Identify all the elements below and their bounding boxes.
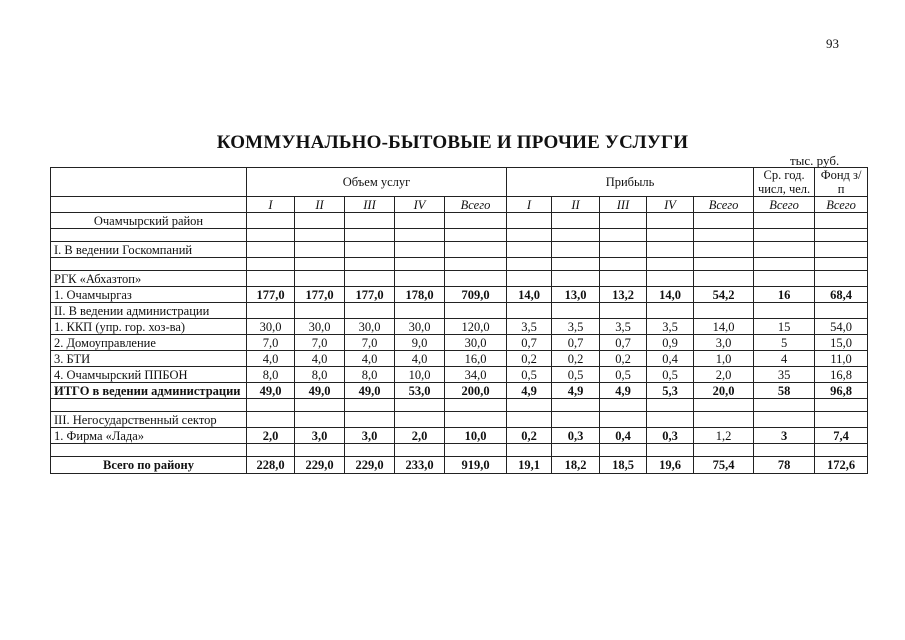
services-table	[50, 167, 868, 474]
table-row	[51, 319, 868, 335]
document-title: КОММУНАЛЬНО-БЫТОВЫЕ И ПРОЧИЕ УСЛУГИ	[216, 132, 689, 153]
value-cell: 19,1	[507, 457, 552, 474]
header-volume: Объем услуг	[247, 168, 507, 197]
value-cell: 709,0	[445, 287, 507, 303]
value-cell: 49,0	[345, 383, 395, 399]
table-row	[51, 258, 868, 271]
value-cell	[647, 242, 694, 258]
value-cell: 0,2	[600, 351, 647, 367]
value-cell: 4,0	[295, 351, 345, 367]
value-cell: 8,0	[295, 367, 345, 383]
value-cell: 4,9	[507, 383, 552, 399]
value-cell: 49,0	[247, 383, 295, 399]
value-cell: 35	[754, 367, 815, 383]
value-cell: 0,3	[552, 428, 600, 444]
row-label: III. Негосударственный сектор	[51, 412, 247, 428]
row-label: II. В ведении администрации	[51, 303, 247, 319]
value-cell	[345, 399, 395, 412]
header-wage-fund: Фонд з/п	[815, 168, 868, 197]
value-cell: 49,0	[295, 383, 345, 399]
value-cell	[647, 213, 694, 229]
value-cell: 58	[754, 383, 815, 399]
value-cell: 8,0	[247, 367, 295, 383]
value-cell: 3,0	[345, 428, 395, 444]
value-cell: 3,5	[600, 319, 647, 335]
value-cell: 78	[754, 457, 815, 474]
value-cell	[552, 271, 600, 287]
value-cell	[552, 213, 600, 229]
value-cell	[694, 399, 754, 412]
value-cell: 200,0	[445, 383, 507, 399]
value-cell: 233,0	[395, 457, 445, 474]
value-cell: 0,3	[647, 428, 694, 444]
subheader-cell: Всего	[815, 197, 868, 213]
subheader-cell: II	[552, 197, 600, 213]
value-cell: 3,5	[552, 319, 600, 335]
value-cell: 4,0	[247, 351, 295, 367]
value-cell: 7,0	[295, 335, 345, 351]
value-cell: 0,4	[600, 428, 647, 444]
value-cell	[815, 399, 868, 412]
value-cell: 4,9	[552, 383, 600, 399]
value-cell	[507, 242, 552, 258]
value-cell	[395, 412, 445, 428]
value-cell: 18,2	[552, 457, 600, 474]
value-cell	[295, 242, 345, 258]
value-cell: 0,7	[600, 335, 647, 351]
value-cell	[295, 258, 345, 271]
table-row	[51, 242, 868, 258]
value-cell: 68,4	[815, 287, 868, 303]
value-cell: 0,7	[552, 335, 600, 351]
value-cell	[600, 271, 647, 287]
value-cell: 30,0	[345, 319, 395, 335]
value-cell: 3	[754, 428, 815, 444]
value-cell: 30,0	[295, 319, 345, 335]
row-label: 1. Очамчыргаз	[51, 287, 247, 303]
row-label: I. В ведении Госкомпаний	[51, 242, 247, 258]
value-cell: 10,0	[445, 428, 507, 444]
value-cell: 16	[754, 287, 815, 303]
value-cell	[507, 399, 552, 412]
value-cell	[552, 303, 600, 319]
value-cell: 19,6	[647, 457, 694, 474]
value-cell: 172,6	[815, 457, 868, 474]
value-cell: 0,5	[507, 367, 552, 383]
value-cell: 18,5	[600, 457, 647, 474]
value-cell: 2,0	[247, 428, 295, 444]
value-cell	[815, 271, 868, 287]
value-cell: 0,2	[552, 351, 600, 367]
value-cell	[395, 444, 445, 457]
value-cell: 228,0	[247, 457, 295, 474]
value-cell: 4	[754, 351, 815, 367]
unit-label: тыс. руб.	[790, 153, 840, 168]
value-cell: 2,0	[395, 428, 445, 444]
value-cell	[647, 444, 694, 457]
value-cell	[345, 412, 395, 428]
value-cell	[600, 444, 647, 457]
value-cell	[507, 229, 552, 242]
value-cell	[647, 229, 694, 242]
value-cell	[247, 242, 295, 258]
subheader-cell: IV	[647, 197, 694, 213]
value-cell	[507, 412, 552, 428]
value-cell: 229,0	[295, 457, 345, 474]
value-cell	[395, 229, 445, 242]
value-cell: 3,0	[694, 335, 754, 351]
value-cell	[247, 444, 295, 457]
value-cell: 53,0	[395, 383, 445, 399]
value-cell: 0,2	[507, 351, 552, 367]
table-row	[51, 367, 868, 383]
value-cell	[247, 303, 295, 319]
value-cell	[247, 258, 295, 271]
value-cell	[754, 258, 815, 271]
value-cell	[395, 303, 445, 319]
value-cell: 0,7	[507, 335, 552, 351]
value-cell	[694, 412, 754, 428]
value-cell	[754, 399, 815, 412]
row-label: 2. Домоуправление	[51, 335, 247, 351]
table-row	[51, 287, 868, 303]
subheader-cell: III	[345, 197, 395, 213]
value-cell	[295, 399, 345, 412]
subheader-cell: Всего	[754, 197, 815, 213]
value-cell	[295, 271, 345, 287]
value-cell	[647, 303, 694, 319]
value-cell: 7,0	[345, 335, 395, 351]
row-label: 4. Очамчырский ППБОН	[51, 367, 247, 383]
value-cell: 13,2	[600, 287, 647, 303]
subheader-empty-cell	[51, 197, 247, 213]
row-label: ИТГО в ведении администрации	[51, 383, 247, 399]
value-cell: 7,0	[247, 335, 295, 351]
value-cell	[507, 303, 552, 319]
value-cell	[815, 213, 868, 229]
value-cell	[754, 229, 815, 242]
page-number: 93	[826, 36, 839, 51]
value-cell: 9,0	[395, 335, 445, 351]
value-cell	[694, 271, 754, 287]
row-label: 1. ККП (упр. гор. хоз-ва)	[51, 319, 247, 335]
value-cell: 178,0	[395, 287, 445, 303]
value-cell: 8,0	[345, 367, 395, 383]
header-empty-cell	[51, 168, 247, 197]
row-label	[51, 229, 247, 242]
value-cell	[647, 399, 694, 412]
value-cell: 120,0	[445, 319, 507, 335]
row-label	[51, 399, 247, 412]
row-label: РГК «Абхазтоп»	[51, 271, 247, 287]
table-row	[51, 383, 868, 399]
value-cell: 16,8	[815, 367, 868, 383]
value-cell	[754, 242, 815, 258]
value-cell: 0,5	[647, 367, 694, 383]
value-cell	[345, 242, 395, 258]
table-row	[51, 444, 868, 457]
value-cell	[395, 399, 445, 412]
row-label: 3. БТИ	[51, 351, 247, 367]
value-cell	[647, 412, 694, 428]
value-cell: 177,0	[295, 287, 345, 303]
value-cell	[395, 213, 445, 229]
value-cell: 96,8	[815, 383, 868, 399]
value-cell	[395, 242, 445, 258]
value-cell	[600, 213, 647, 229]
value-cell: 0,2	[507, 428, 552, 444]
value-cell: 2,0	[694, 367, 754, 383]
value-cell: 4,0	[345, 351, 395, 367]
table-row	[51, 229, 868, 242]
table-row	[51, 457, 868, 474]
row-label	[51, 444, 247, 457]
value-cell: 177,0	[345, 287, 395, 303]
value-cell	[445, 444, 507, 457]
value-cell	[815, 258, 868, 271]
value-cell	[754, 271, 815, 287]
value-cell: 919,0	[445, 457, 507, 474]
value-cell	[600, 399, 647, 412]
value-cell	[445, 412, 507, 428]
value-cell	[295, 213, 345, 229]
value-cell	[507, 258, 552, 271]
value-cell: 14,0	[694, 319, 754, 335]
value-cell: 20,0	[694, 383, 754, 399]
value-cell: 75,4	[694, 457, 754, 474]
value-cell: 30,0	[395, 319, 445, 335]
value-cell	[247, 412, 295, 428]
value-cell: 30,0	[445, 335, 507, 351]
value-cell	[600, 242, 647, 258]
header-avg-staff: Ср. год. числ, чел.	[754, 168, 815, 197]
value-cell: 3,0	[295, 428, 345, 444]
subheader-cell: IV	[395, 197, 445, 213]
value-cell	[754, 303, 815, 319]
value-cell	[647, 258, 694, 271]
value-cell	[247, 229, 295, 242]
value-cell: 0,5	[600, 367, 647, 383]
value-cell: 54,2	[694, 287, 754, 303]
value-cell: 15,0	[815, 335, 868, 351]
value-cell	[295, 303, 345, 319]
value-cell: 7,4	[815, 428, 868, 444]
subheader-cell: I	[507, 197, 552, 213]
value-cell	[295, 444, 345, 457]
value-cell: 229,0	[345, 457, 395, 474]
table-subheader-row	[51, 197, 868, 213]
value-cell	[247, 399, 295, 412]
value-cell	[694, 229, 754, 242]
value-cell	[445, 271, 507, 287]
value-cell: 4,0	[395, 351, 445, 367]
value-cell: 1,0	[694, 351, 754, 367]
table-row	[51, 303, 868, 319]
value-cell	[295, 412, 345, 428]
row-label: 1. Фирма «Лада»	[51, 428, 247, 444]
value-cell: 54,0	[815, 319, 868, 335]
row-label: Очамчырский район	[51, 213, 247, 229]
value-cell	[552, 412, 600, 428]
value-cell	[395, 258, 445, 271]
value-cell	[247, 213, 295, 229]
row-label: Всего по району	[51, 457, 247, 474]
value-cell	[647, 271, 694, 287]
value-cell	[507, 271, 552, 287]
value-cell	[754, 412, 815, 428]
value-cell	[445, 229, 507, 242]
value-cell	[694, 303, 754, 319]
value-cell: 0,5	[552, 367, 600, 383]
value-cell	[815, 303, 868, 319]
value-cell	[345, 303, 395, 319]
value-cell	[600, 229, 647, 242]
value-cell	[815, 229, 868, 242]
value-cell	[754, 213, 815, 229]
value-cell	[345, 271, 395, 287]
value-cell	[815, 242, 868, 258]
value-cell	[552, 444, 600, 457]
value-cell: 3,5	[647, 319, 694, 335]
value-cell	[507, 444, 552, 457]
subheader-cell: Всего	[445, 197, 507, 213]
value-cell	[345, 444, 395, 457]
value-cell	[552, 399, 600, 412]
value-cell	[815, 412, 868, 428]
value-cell: 177,0	[247, 287, 295, 303]
table-row	[51, 351, 868, 367]
value-cell	[694, 258, 754, 271]
table-row	[51, 271, 868, 287]
value-cell: 0,9	[647, 335, 694, 351]
value-cell: 13,0	[552, 287, 600, 303]
value-cell	[295, 229, 345, 242]
value-cell: 14,0	[507, 287, 552, 303]
value-cell	[507, 213, 552, 229]
value-cell: 14,0	[647, 287, 694, 303]
value-cell	[345, 258, 395, 271]
value-cell	[345, 229, 395, 242]
value-cell: 30,0	[247, 319, 295, 335]
value-cell	[754, 444, 815, 457]
value-cell	[694, 213, 754, 229]
value-cell: 16,0	[445, 351, 507, 367]
header-profit: Прибыль	[507, 168, 754, 197]
table-row	[51, 399, 868, 412]
table-group-header-row	[51, 168, 868, 197]
value-cell	[445, 213, 507, 229]
value-cell	[445, 258, 507, 271]
value-cell	[600, 258, 647, 271]
value-cell	[395, 271, 445, 287]
value-cell: 5,3	[647, 383, 694, 399]
value-cell	[600, 412, 647, 428]
table-row	[51, 412, 868, 428]
value-cell	[345, 213, 395, 229]
value-cell: 3,5	[507, 319, 552, 335]
value-cell: 1,2	[694, 428, 754, 444]
subheader-cell: III	[600, 197, 647, 213]
subheader-cell: II	[295, 197, 345, 213]
value-cell	[694, 242, 754, 258]
value-cell	[552, 258, 600, 271]
row-label	[51, 258, 247, 271]
table-row	[51, 213, 868, 229]
value-cell	[247, 271, 295, 287]
value-cell	[694, 444, 754, 457]
value-cell: 34,0	[445, 367, 507, 383]
value-cell	[552, 242, 600, 258]
value-cell	[445, 303, 507, 319]
subheader-cell: Всего	[694, 197, 754, 213]
value-cell	[815, 444, 868, 457]
value-cell	[600, 303, 647, 319]
value-cell	[445, 242, 507, 258]
value-cell	[445, 399, 507, 412]
value-cell: 11,0	[815, 351, 868, 367]
value-cell: 10,0	[395, 367, 445, 383]
subheader-cell: I	[247, 197, 295, 213]
value-cell: 5	[754, 335, 815, 351]
value-cell: 4,9	[600, 383, 647, 399]
table-row	[51, 335, 868, 351]
value-cell: 15	[754, 319, 815, 335]
table-row	[51, 428, 868, 444]
value-cell: 0,4	[647, 351, 694, 367]
value-cell	[552, 229, 600, 242]
